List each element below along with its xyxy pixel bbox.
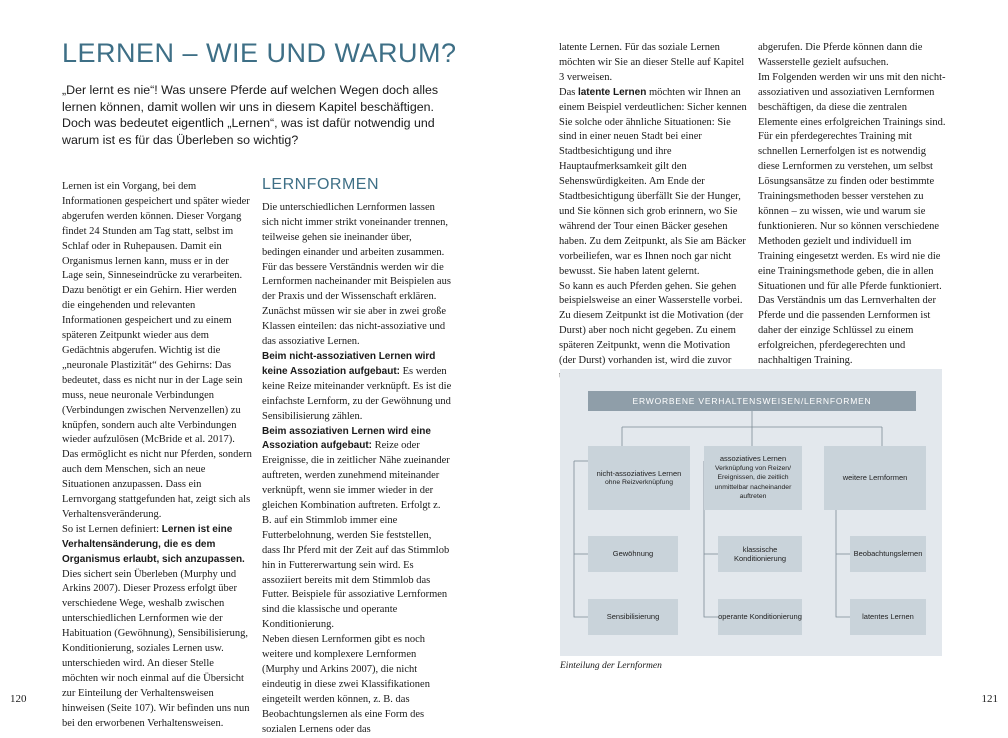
paragraph: Die unterschiedlichen Lernformen lassen sich nicht immer strikt voneinander trennen, teilweise gehen sie ineinander über, bedingen einander und arbeiten zusammen. Für das bessere Verständnis werden wir die Lernformen nacheinander mit Beispielen aus der Praxis und der Wissenschaft erklären. Zunächst müssen wir sie aber in zwei große Klassen einteilen: das nicht-assoziative und das assoziative Lernen. — [262, 201, 451, 348]
paragraph: Im Folgenden werden wir uns mit den nicht-assoziativen und assoziativen Lernformen beschäftigen, da diese die zentralen Elemente eines erfolgreichen Trainings sind. Für ein pferdegerechtes Training mit schnellen Lernerfolgen ist es notwendig diese Lernformen zu verstehen, um selbst Lösungsansätze zu finden oder bestimmte Trainingsmethoden besser verstehen zu können – zu wissen, wie und warum sie funktionieren. Nur so können verschiedene Methoden gezielt und individuell im Training eingesetzt werden. Es wird nie die eine Trainingsmethode geben, die in allen Situationen und für alle Pferde funktioniert. Das Verständnis um das Lernverhalten der Pferde und die passenden Lernformen ist daher der einzige Schlüssel zu einem erfolgreichen, pferdegerechten und nachhaltigen Training. — [758, 71, 946, 367]
paragraph: Beim nicht-assoziativen Lernen wird keine Assoziation aufgebaut: Es werden keine Reize miteinander verknüpft. Es ist die einfachste Lernform, zu der Gewöhnung und Sensibilisierung zählen. — [262, 350, 452, 422]
left-column-2 — [262, 178, 452, 738]
diagram-header: ERWORBENE VERHALTENSWEISEN/LERNFORMEN — [588, 391, 916, 411]
paragraph: Das ermöglicht es nicht nur Pferden, sondern auch dem Menschen, sich an neue Situationen anzupassen. Dass ein Lernvorgang stattgefunden hat, zeigt sich als Verhaltensveränderung. — [62, 449, 252, 520]
box-klassische-konditionierung: klassische Konditionierung — [718, 536, 802, 572]
diagram-caption: Einteilung der Lernformen — [560, 661, 662, 671]
paragraph: Neben diesen Lernformen gibt es noch weitere und komplexere Lernformen (Murphy und Arkins 2007), die nicht eindeutig in diese zwei Klassifikationen eingeteilt werden können, z. B. das Beobachtungslernen als eine Form des sozialen Lernens oder das — [262, 634, 430, 735]
page-number-right: 121 — [981, 693, 998, 705]
learning-forms-diagram — [560, 369, 942, 656]
box-beobachtungslernen: Beobachtungslernen — [850, 536, 926, 572]
page-title: LERNEN – WIE UND WARUM? — [62, 38, 457, 68]
right-column-2 — [758, 41, 946, 369]
box-operante-konditionierung: operante Konditionierung — [718, 599, 802, 635]
associative-box: assoziatives Lernen Verknüpfung von Reizen/ Ereignissen, die zeitlich unmittelbar nacheinander auftreten — [704, 446, 802, 510]
page-number-left: 120 — [10, 693, 27, 705]
box-latentes-lernen: latentes Lernen — [850, 599, 926, 635]
other-forms-box: weitere Lernformen — [824, 446, 926, 510]
non-associative-box: nicht-assoziatives Lernen ohne Reizverknüpfung — [588, 446, 690, 510]
paragraph: Das latente Lernen möchten wir Ihnen an einem Beispiel verdeutlichen: Sicher kennen Sie solche oder ähnliche Situationen: Sie sind in einer neuen Stadt bei einer Stadtbesichtigung und ihre Hauptaufmerksamkeit gilt den Sehenswürdigkeiten. Am Ende der Stadtbesichtigung überfällt Sie der Hunger, und Sie können sich grob erinnern, wo Sie während der Tour einen Bäcker gesehen haben. Zu dem Zeitpunkt, als Sie am Bäcker vorbeiliefen, war es Ihnen noch gar nicht bewusst. Sie haben latent gelernt. — [559, 86, 747, 277]
definition-bold: Lernen ist eine Verhaltensänderung, die es dem Organismus erlaubt, sich anzupassen. — [62, 523, 245, 565]
paragraph: latente Lernen. Für das soziale Lernen möchten wir Sie an dieser Stelle auf Kapitel 3 verweisen. — [559, 42, 745, 83]
section-heading: LERNFORMEN — [262, 176, 380, 193]
paragraph: So ist Lernen definiert: Lernen ist eine Verhaltensänderung, die es dem Organismus erlaubt, sich anzupassen. Dies sichert sein Überleben (Murphy und Arkins 2007). Dieser Prozess erfolgt über verschiedene Wege, weshalb zwischen unterschiedlichen Lernformen wie der Habituation (Gewöhnung), Sensibilisierung, Konditionierung, soziales Lernen usw. unterschieden wird. An dieser Stelle möchten wir noch einmal auf die Übersicht zur Einteilung der Verhaltensweisen hinweisen (Seite 107). Wir befinden uns nun bei den erworbenen Verhaltensweisen. — [62, 523, 250, 729]
paragraph: So kann es auch Pferden gehen. Sie gehen beispielsweise an einer Wasserstelle vorbei. Zu diesem Zeitpunkt ist die Motivation (der Durst) aber noch nicht gegeben. Zu einem späteren Zeitpunkt, wenn die Motivation (der Durst) vorhanden ist, wird die zuvor — [559, 280, 744, 367]
paragraph: abgerufen. Die Pferde können dann die Wasserstelle gezielt aufsuchen. — [758, 42, 923, 68]
right-column-1 — [559, 41, 747, 384]
left-column-1 — [62, 180, 252, 732]
box-gewoehnung: Gewöhnung — [588, 536, 678, 572]
box-sensibilisierung: Sensibilisierung — [588, 599, 678, 635]
paragraph: Lernen ist ein Vorgang, bei dem Informationen gespeichert und später wieder abgerufen werden können. Dieser Vorgang findet 24 Stunden am Tag statt, selbst im Schlaf oder in Ruhepausen. Damit ein Organismus lernen kann, muss er in der Lage sein, Sinneseindrücke zu verarbeiten. Dazu benötigt er ein Gehirn. Hier werden die eingehenden und relevanten Informationen gespeichert und zu einem späteren Zeitpunkt wieder aus dem Gedächtnis abgerufen. Wichtig ist die „neuronale Plastizität“ des Gehirns: Das bedeutet, dass es nicht nur in der Lage sein muss, neue neuronale Verbindungen (Verbindungen zwischen Nervenzellen) zu knüpfen, sondern auch alte Verbindungen wieder aufzulösen (McBride et al. 2017). — [62, 181, 250, 446]
intro-paragraph: „Der lernt es nie“! Was unsere Pferde auf welchen Wegen doch alles lernen können, damit wollen wir uns in diesem Kapitel beschäftigen. Doch was bedeutet eigentlich „Lernen“, was ist dafür notwendig und warum ist es für das Überleben so wichtig? — [62, 83, 439, 147]
paragraph: Beim assoziativen Lernen wird eine Assoziation aufgebaut: Reize oder Ereignisse, die in zeitlicher Nähe zueinander auftreten, werden zunehmend miteinander verknüpft, wenn sie immer wieder in der gleichen Kombination auftreten. Erfolgt z. B. auf ein Stimmlob immer eine Futterbelohnung, werden Sie feststellen, dass Ihr Pferd mit der Zeit auf das Stimmlob hin in Futtererwartung sein wird. Es assoziiert bereits mit dem Stimmlob das Futter. Beispiele für assoziative Lernformen sind die klassische und operante Konditionierung. — [262, 425, 450, 631]
